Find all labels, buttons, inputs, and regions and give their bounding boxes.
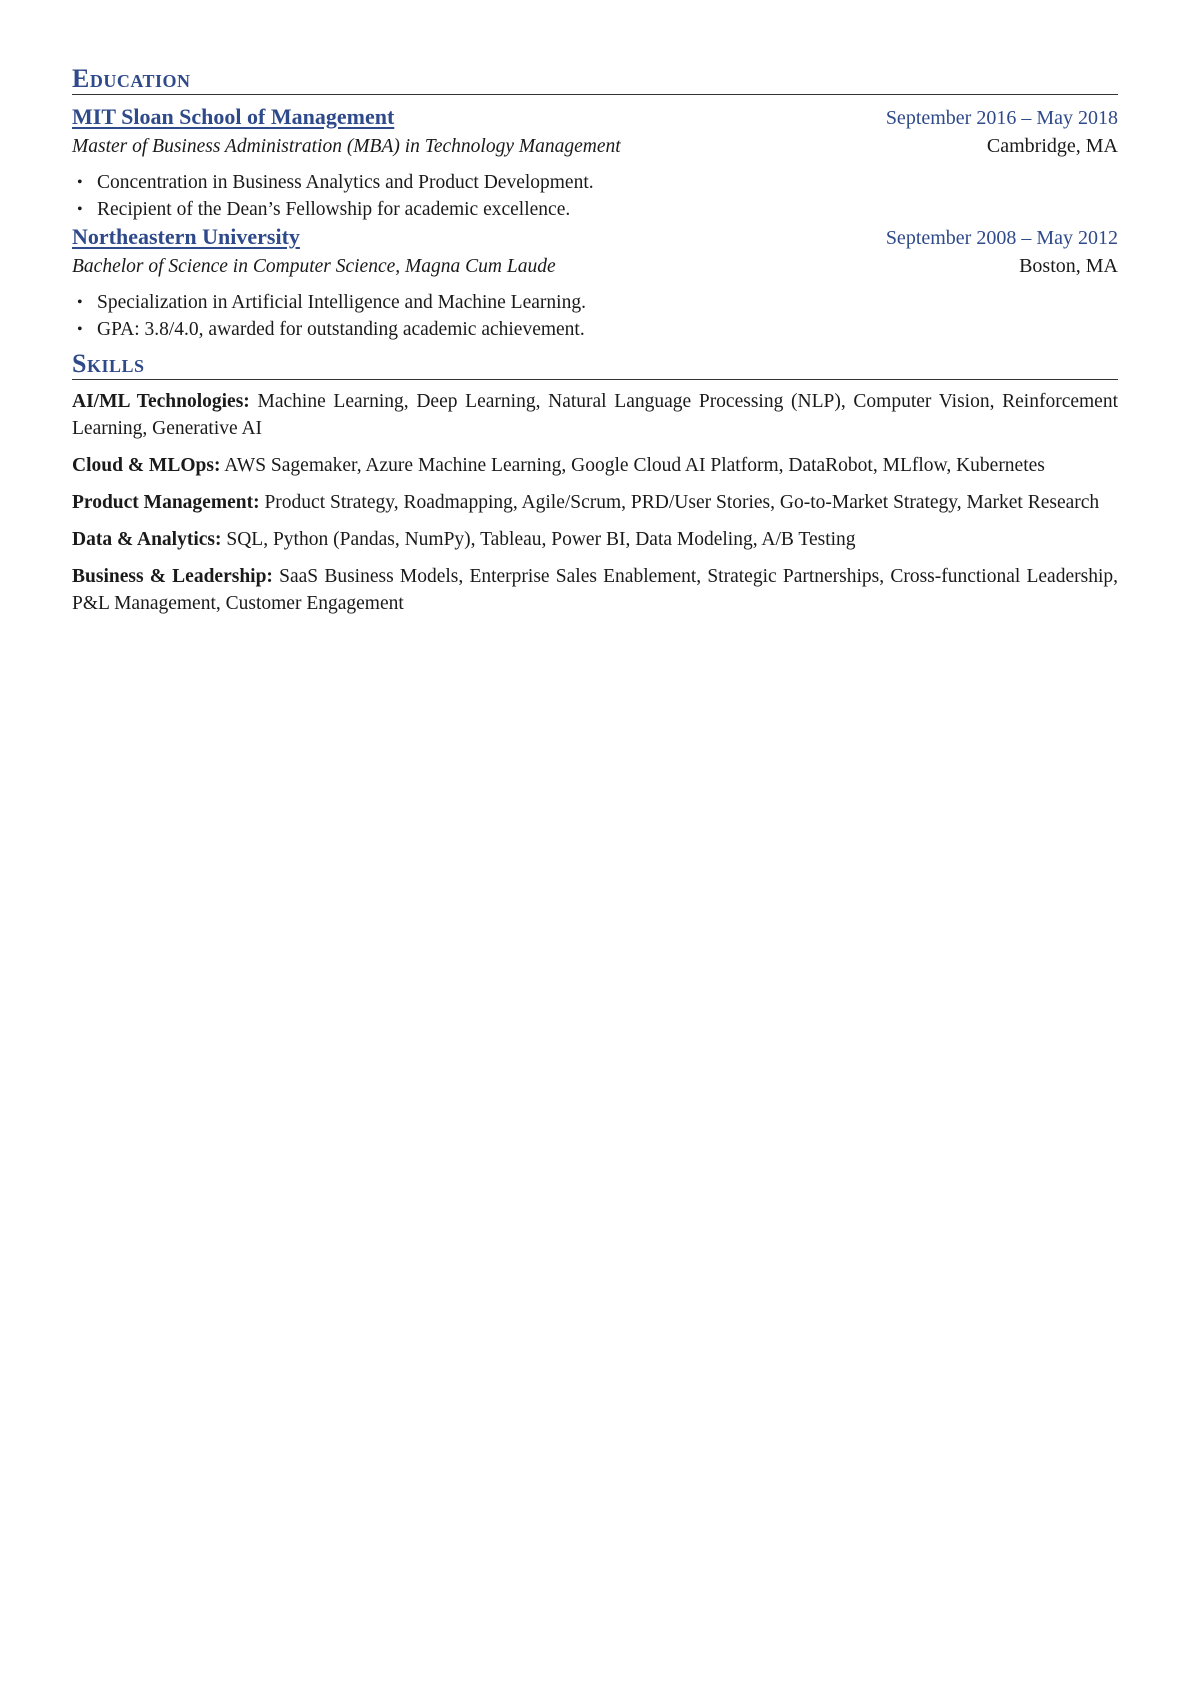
list-item [77,316,1118,343]
skills-heading: Skills [72,349,145,378]
list-item-text: GPA: 3.8/4.0, awarded for outstanding academic achievement. [97,319,585,340]
education-bullets [72,289,1118,343]
skills-section [72,349,1118,617]
skill-item [72,452,1118,479]
education-heading: Education [72,64,191,93]
bullet-dot-icon: • [77,321,83,338]
school-link[interactable]: Northeastern University [72,224,300,249]
skill-value: AWS Sagemaker, Azure Machine Learning, Google Cloud AI Platform, DataRobot, MLflow, Kubernetes [224,455,1045,476]
list-item [77,196,1118,223]
skill-item [72,388,1118,442]
education-dates: September 2016 – May 2018 [885,107,1118,129]
skills-list [72,388,1118,617]
education-location: Cambridge, MA [986,135,1118,157]
skill-value: SaaS Business Models, Enterprise Sales Enablement, Strategic Partnerships, Cross-functional Leadership, P&L Management, Customer Engagement [72,566,1118,614]
list-item-text: Recipient of the Dean’s Fellowship for academic excellence. [97,199,571,220]
degree-title: Bachelor of Science in Computer Science, Magna Cum Laude [72,256,556,277]
bullet-dot-icon: • [77,174,83,191]
education-location: Boston, MA [1019,255,1118,277]
skill-label: Data & Analytics: [72,529,222,550]
education-entry-header [72,103,1118,132]
list-item-text: Concentration in Business Analytics and Product Development. [97,172,594,193]
school-link[interactable]: MIT Sloan School of Management [72,104,395,129]
degree-title: Master of Business Administration (MBA) in Technology Management [72,136,621,157]
skill-value: Product Strategy, Roadmapping, Agile/Scrum, PRD/User Stories, Go-to-Market Strategy, Market Research [264,492,1100,513]
list-item [77,289,1118,316]
education-dates: September 2008 – May 2012 [885,227,1118,249]
skill-label: Product Management: [72,492,260,513]
education-bullets [72,169,1118,223]
education-entry-subheader [72,132,1118,161]
skill-value: SQL, Python (Pandas, NumPy), Tableau, Power BI, Data Modeling, A/B Testing [226,529,856,550]
bullet-dot-icon: • [77,201,83,218]
skill-item [72,563,1118,617]
list-item-text: Specialization in Artificial Intelligence and Machine Learning. [97,292,586,313]
education-entry [72,103,1118,223]
skill-label: AI/ML Technologies: [72,391,250,412]
skill-item [72,526,1118,553]
skill-item [72,489,1118,516]
bullet-dot-icon: • [77,294,83,311]
education-section [72,64,1118,343]
list-item [77,169,1118,196]
education-entry-subheader [72,252,1118,281]
skill-label: Business & Leadership: [72,566,273,587]
education-divider [72,94,1118,95]
skills-divider [72,379,1118,380]
skill-value: Machine Learning, Deep Learning, Natural Language Processing (NLP), Computer Vision, Reinforcement Learning, Generative AI [72,391,1118,439]
education-entry [72,223,1118,343]
skill-label: Cloud & MLOps: [72,455,221,476]
education-entry-header [72,223,1118,252]
